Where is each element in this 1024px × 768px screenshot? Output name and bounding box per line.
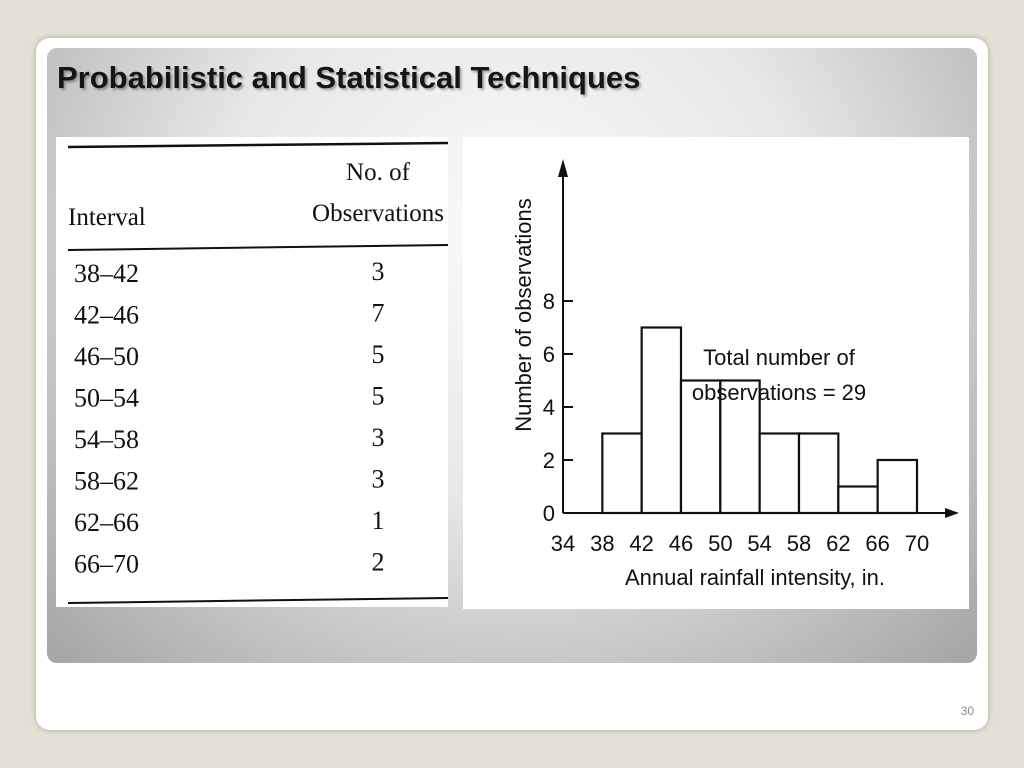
x-tick-label: 38: [590, 531, 615, 556]
y-axis-arrow: [558, 159, 568, 177]
header-interval: Interval: [68, 204, 146, 231]
table-header-rule: [68, 245, 448, 250]
frequency-table-svg: [56, 137, 448, 607]
x-axis-arrow: [945, 508, 959, 518]
histogram-bar: [602, 434, 641, 514]
table-cell-count: 3: [371, 423, 385, 452]
table-cell-count: 2: [371, 547, 385, 577]
y-tick-label: 0: [542, 501, 555, 526]
total-annotation-line2: observations = 29: [691, 380, 867, 405]
x-tick-label: 34: [550, 531, 576, 556]
histogram-bar: [838, 487, 877, 514]
histogram-bar: [642, 328, 681, 514]
table-cell-count: 5: [371, 381, 385, 411]
x-tick-label: 58: [786, 531, 812, 556]
y-tick-label: 4: [542, 395, 555, 420]
x-tick-label: 50: [708, 531, 733, 556]
x-tick-label: 62: [826, 531, 851, 556]
x-ticks: [551, 531, 929, 556]
header-obs-line2: Observations: [312, 200, 444, 227]
table-cell-interval: 42–46: [74, 300, 139, 330]
slide-title: Probabilistic and Statistical Techniques: [57, 60, 641, 95]
table-bottom-rule: [68, 598, 448, 603]
page-number: 30: [960, 704, 974, 718]
x-tick-label: 54: [747, 531, 772, 556]
table-cell-count: 7: [371, 298, 385, 328]
histogram-bar: [878, 460, 917, 513]
y-tick-label: 8: [542, 289, 555, 314]
table-cell-interval: 62–66: [74, 508, 139, 537]
total-annotation-line1: Total number of: [703, 345, 855, 370]
table-cell-interval: 54–58: [74, 425, 139, 454]
histogram-bar: [760, 434, 799, 514]
x-tick-label: 42: [629, 531, 654, 556]
table-cell-count: 5: [371, 340, 385, 369]
histogram-bar: [799, 434, 838, 514]
table-cell-count: 3: [371, 257, 385, 286]
table-cell-count: 3: [371, 464, 385, 494]
content-panel: [47, 48, 977, 663]
histogram-svg: [463, 137, 969, 609]
table-cell-interval: 50–54: [74, 383, 139, 413]
table-top-rule: [68, 143, 448, 147]
y-tick-label: 2: [542, 448, 555, 473]
table-cell-interval: 58–62: [74, 466, 139, 496]
table-cell-count: 1: [371, 506, 385, 535]
slide: [36, 38, 988, 730]
y-axis-label: Number of observations: [511, 198, 536, 432]
table-cell-interval: 46–50: [74, 342, 139, 371]
y-tick-label: 6: [542, 342, 555, 367]
x-tick-label: 46: [668, 531, 694, 556]
x-tick-label: 70: [904, 531, 930, 556]
table-cell-interval: 38–42: [74, 259, 139, 288]
y-ticks: [543, 289, 573, 526]
table-body: [74, 257, 385, 579]
header-obs-line1: No. of: [346, 159, 410, 186]
histogram-chart: [463, 137, 969, 609]
frequency-table: [56, 137, 448, 607]
table-cell-interval: 66–70: [74, 549, 139, 579]
x-tick-label: 66: [865, 531, 890, 556]
x-axis-label: Annual rainfall intensity, in.: [624, 565, 886, 590]
